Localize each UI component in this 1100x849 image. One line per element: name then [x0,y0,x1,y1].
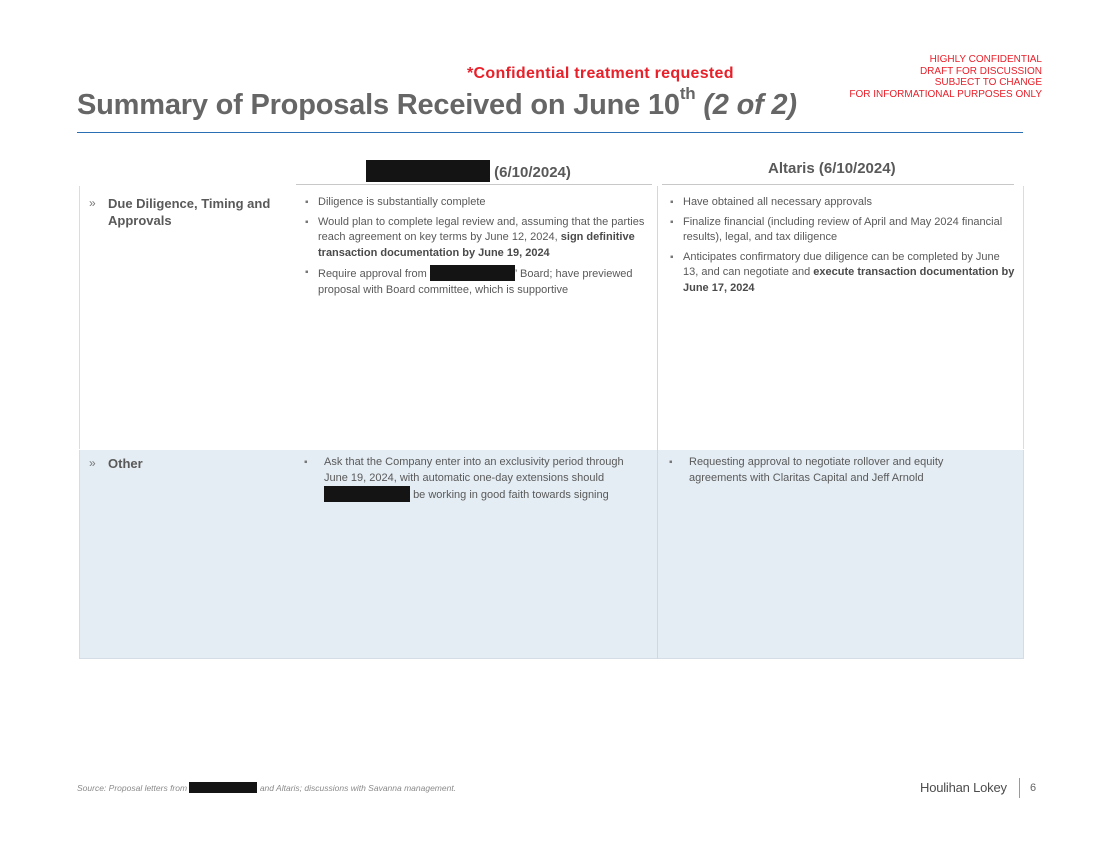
list-item [304,455,650,504]
list-item [305,195,650,211]
title-main: Summary of Proposals Received on June 10 [77,89,680,121]
bullet-text: ’ Board; have previewed proposal with Board committee, which is supportive [318,268,633,296]
footer-divider [1019,778,1020,798]
chevron-right-icon: » [89,196,96,210]
title-part: (2 of 2) [703,89,797,121]
row2-left-cell [304,455,650,508]
list-item [305,215,650,262]
bullet-text: Requesting approval to negotiate rollover and equity agreements with Claritas Capital and Jeff Arnold [689,456,944,484]
brand-logo: Houlihan Lokey [920,780,1007,795]
column-separator [657,186,658,659]
page-title [77,84,797,122]
row1-right-cell [670,195,1015,300]
status-line: FOR INFORMATIONAL PURPOSES ONLY [849,88,1042,100]
bullet-text: Ask that the Company enter into an exclusivity period through June 19, 2024, with automatic one-day extensions should [324,456,624,484]
left-column-date: (6/10/2024) [494,164,571,181]
row-label-text: Other [108,456,143,471]
bullet-text: be working in good faith towards signing [413,489,609,501]
confidential-treatment-note: *Confidential treatment requested [467,65,734,82]
row-label-other [89,455,289,472]
footnote-text: and Altaris; discussions with Savanna management. [259,783,457,793]
confidentiality-status-block [849,54,1042,100]
right-column-heading: Altaris (6/10/2024) [768,160,896,177]
bullet-text: Require approval from [318,268,427,280]
row1-left-cell [305,195,650,302]
status-line: SUBJECT TO CHANGE [934,77,1042,88]
title-superscript: th [679,84,696,103]
list-item [670,250,1015,297]
right-column-rule [662,184,1014,185]
left-column-rule [296,184,652,185]
bullet-text: Finalize financial (including review of April and May 2024 financial results), legal, and tax diligence [683,215,1003,243]
status-line: DRAFT FOR DISCUSSION [919,65,1042,77]
page-number: 6 [1030,782,1037,794]
redaction-box [189,782,257,793]
chevron-right-icon: » [89,456,96,470]
left-column-heading [366,160,571,182]
footnote-text: Source: Proposal letters from [77,783,188,793]
bullet-emphasis: sign definitive transaction documentation by June 19, 2024 [318,231,635,259]
source-footnote [77,782,456,793]
title-divider [77,132,1023,133]
row2-right-cell [669,455,999,490]
row-label-text: Due Diligence, Timing and Approvals [108,196,271,228]
status-line: HIGHLY CONFIDENTIAL [929,54,1042,65]
list-item [669,455,999,486]
bullet-text: Anticipates confirmatory due diligence can be completed by June 13, and can negotiate and [683,250,1000,278]
redaction-box [366,160,490,182]
list-item [670,195,1015,211]
row-label-due-diligence [89,195,289,229]
list-item [305,265,650,298]
bullet-text: Would plan to complete legal review and, assuming that the parties reach agreement on key terms by June 12, 2024, [318,215,645,243]
redaction-box [430,265,515,281]
bullet-emphasis: execute transaction documentation by June 17, 2024 [683,266,1015,294]
redaction-box [324,486,410,502]
bullet-text: Diligence is substantially complete [318,196,486,208]
bullet-text: Have obtained all necessary approvals [683,196,872,208]
list-item [670,215,1015,246]
